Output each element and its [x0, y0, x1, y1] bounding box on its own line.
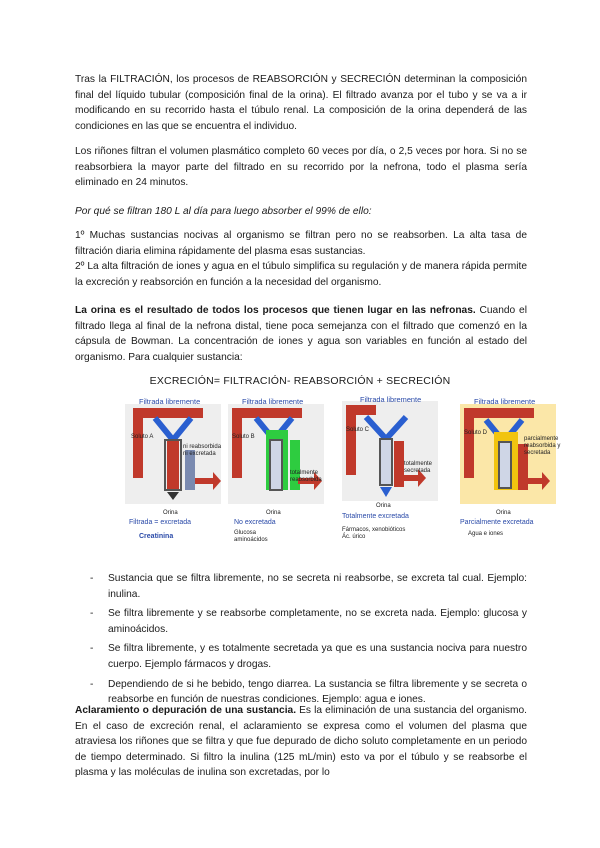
panel-c-orina: Orina — [376, 503, 391, 509]
list-item: - Se filtra libremente y se reabsorbe completamente, no se excreta nada. Ejemplo: glucosa y aminoácidos. — [90, 608, 527, 635]
bullet-dash: - — [90, 643, 94, 655]
panel-b-solute: Soluto B — [232, 434, 255, 440]
panel-a-solute: Soluto A — [131, 434, 154, 440]
orina-text: Cuando el filtrado llega al final de la nefrona distal, tiene poca semejanza con el filtrado que comenzó en la cápsula de Bowman. La concentración de iones y agua son variables en función al estado del organismo. Para cualquier sustancia: — [75, 305, 527, 363]
panel-d-side-caption: parcialmente reabsorbida y secretada — [524, 436, 561, 456]
panel-b-side-caption: totalmente reabsorbida — [290, 470, 322, 483]
panel-a-side-caption: ni reabsorbida ni excretada — [183, 444, 222, 457]
list-item: - Dependiendo de si he bebido, tengo diarrea. La sustancia se filtra libremente y se secreta o reabsorbe en función de nuestras condiciones. Ejemplo: agua e iones. — [90, 678, 527, 706]
question-heading: Por qué se filtran 180 L al día para luego absorber el 99% de ello: — [75, 206, 372, 217]
panel-soluto-a — [125, 397, 222, 540]
aclaramiento-text: Es la eliminación de una sustancia del organismo. En el caso de excreción renal, el aclaramiento se expresa como el volumen del plasma que atraviesa los riñones que se filtra y que fue depurado de dicho soluto completamente en un periodo de tiempo determinado. Si filtro la inulina (125 mL/min) esto va por el túbulo y se reabsorbe el plasma y las moléculas de inulina son excretadas, por lo — [75, 705, 528, 779]
panel-soluto-d — [460, 397, 561, 537]
panel-c-top-label: Filtrada libremente — [360, 395, 422, 404]
paragraph-orina — [75, 303, 527, 365]
panel-d-top-label: Filtrada libremente — [474, 397, 536, 406]
excretion-formula: EXCRECIÓN= FILTRACIÓN- REABSORCIÓN + SECRECIÓN — [149, 375, 451, 387]
panel-a-orina: Orina — [163, 510, 178, 516]
panel-a-bottom-label: Filtrada = excretada — [129, 519, 192, 526]
panel-c-solute: Soluto C — [346, 427, 370, 433]
nephron-diagram-b — [228, 400, 324, 508]
nephron-figure — [120, 395, 561, 560]
bullet-dash: - — [90, 573, 94, 584]
panel-d-orina: Orina — [496, 510, 511, 516]
paragraph-aclaramiento — [75, 703, 527, 781]
substance-types-list — [90, 571, 527, 712]
panel-c-bottom-label: Totalmente excretada — [342, 513, 409, 520]
panel-a-example: Creatinina — [139, 533, 174, 540]
nephron-diagram-c — [342, 397, 438, 505]
panel-a-top-label: Filtrada libremente — [139, 397, 201, 406]
list-item: - Se filtra libremente, y es totalmente secretada ya que es una sustancia nociva para nuestro cuerpo. Ejemplo fármacos y drogas. — [90, 643, 527, 670]
panel-d-bottom-label: Parcialmente excretada — [460, 519, 534, 526]
aclaramiento-bold-lead: Aclaramiento o depuración de una sustancia. — [75, 705, 297, 716]
panel-soluto-c — [342, 395, 438, 540]
reason-2: 2º La alta filtración de iones y agua en el túbulo simplifica su regulación y de manera rápida permite la excreción y reabsorción en función a la necesidad del organismo. — [75, 261, 527, 288]
orina-bold-lead: La orina es el resultado de todos los procesos que tienen lugar en las nefronas. — [75, 305, 476, 316]
panel-d-solute: Soluto D — [464, 430, 488, 436]
bullet-dash: - — [90, 678, 94, 690]
panel-b-bottom-label: No excretada — [234, 519, 276, 526]
panel-c-side-caption: totalmente secretada — [404, 461, 433, 474]
paragraph-filtracion: Tras la FILTRACIÓN, los procesos de REABSORCIÓN y SECRECIÓN determinan la composición final del líquido tubular (composición final de la orina). El filtrado avanza por el tubo y se va a ir modificando en su recorrido hasta el túbulo renal. La composición de la orina dependerá de las condiciones en las que se encuentra el individuo. — [75, 74, 527, 132]
panel-c-example: Fármacos, xenobióticos Ác. úrico — [342, 527, 406, 540]
bullet-dash: - — [90, 608, 94, 620]
paragraph-volumen-plasmatico: Los riñones filtran el volumen plasmático completo 60 veces por día, o 2,5 veces por hora. Si no se reabsorbiera la mayor parte del filtrado en su recorrido por la nefrona, todo el plasma sería eliminado en 24 minutos. — [75, 146, 527, 189]
panel-b-top-label: Filtrada libremente — [242, 397, 304, 406]
reason-1: 1º Muchas sustancias nocivas al organismo se filtran pero no se reabsorben. La alta tasa de filtración diaria elimina rápidamente del plasma esas sustancias. — [75, 230, 527, 257]
panel-d-example: Agua e iones — [468, 531, 504, 537]
panel-soluto-b — [228, 397, 324, 543]
list-item: - Sustancia que se filtra libremente, no se secreta ni reabsorbe, se excreta tal cual. Ejemplo: inulina. — [90, 573, 527, 600]
panel-b-orina: Orina — [266, 510, 281, 516]
panel-b-example: Glucosa aminoácidos — [234, 530, 268, 543]
